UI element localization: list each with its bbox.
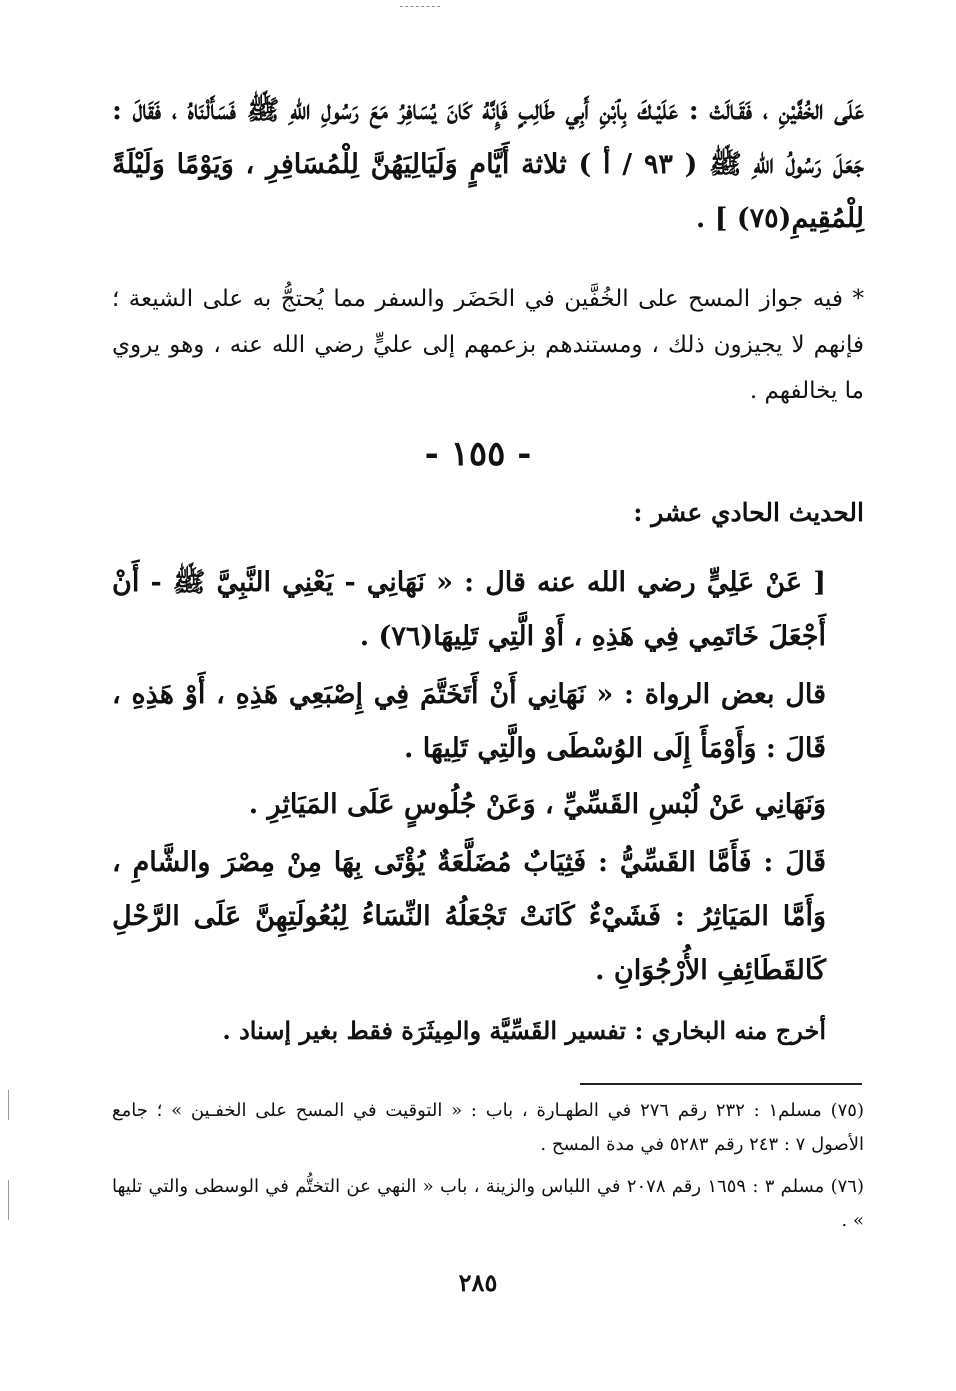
left-scan-mark (8, 1090, 9, 1120)
footnote-76: (٧٦) مسلم ٣ : ١٦٥٩ رقم ٢٠٧٨ في اللباس والزينة ، باب « النهي عن التختُّم في الوسطى والتي تليها » . (112, 1176, 864, 1231)
hadith-text-paragraph: [ عَنْ عَلِيٍّ رضي الله عنه قال : « نَهَانِي - يَعْنِي النَّبِيَّ ﷺ - أَنْ أَجْعَلَ خَاتَمِي فِي هَذِهِ ، أَوْ الَّتِي تَلِيهَا(٧٦) . (112, 567, 826, 652)
hadith-continuation-paragraph: عَلَى الخُفَّيْنِ ، فَقَـالَتْ : عَلَيْـكَ بِٱبْنِ أَبِي طَالِبٍ فَإِنَّهُ كَانَ يُسَافِرُ مَعَ رَسُولِ اللهِ ﷺ فَسَأَلْنَاهُ ، فَقَالَ : جَعَلَ رَسُولُ اللهِ ﷺ ( ٩٣ / أ ) ثلاثة أَيَّامٍ وَلَيَالِيَهُنَّ لِلْمُسَافِرِ ، وَيَوْمًا وَلَيْلَةً لِلْمُقِيمِ(٧٥) ] . (112, 95, 864, 234)
footnote-separator (580, 1083, 862, 1085)
narrator-paragraph-1: قال بعض الرواة : « نَهَانِي أَنْ أَتَخَتَّمَ فِي إِصْبَعِي هَذِهِ ، أَوْ هَذِهِ ، قَالَ : وَأَوْمَأَ إِلَى الوُسْطَى والَّتِي تَلِيهَا . (112, 679, 826, 764)
narrator-paragraph-3: قَالَ : فَأَمَّا القَسِّيُّ : فَثِيَابٌ مُضَلَّعَةٌ يُؤْتَى بِهَا مِنْ مِصْرَ والشَّامِ ، وَأَمَّا المَيَاثِرُ : فَشَيْءٌ كَانَتْ تَجْعَلُهُ النِّسَاءُ لِبُعُولَتِهِنَّ عَلَى الرَّحْلِ كَالقَطَائِفِ الأُرْجُوَانِ . (112, 847, 826, 986)
top-scan-mark (400, 6, 440, 7)
hadith-number-heading: - ١٥٥ - (424, 434, 532, 474)
section-subheading: الحديث الحادي عشر : (633, 498, 864, 527)
commentary-paragraph: * فيه جواز المسح على الخُفَّين في الحَضَر والسفر مما يُحتجُّ به على الشيعة ؛ فإنهم لا يجيزون ذلك ، ومستندهم بزعمهم إلى عليٍّ رضي الله عنه ، وهو يروي ما يخالفهم . (112, 286, 864, 404)
narrator-paragraph-2: وَنَهَانِي عَنْ لُبْسِ القَسِّيِّ ، وَعَنْ جُلُوسٍ عَلَى المَيَاثِرِ . (248, 789, 826, 820)
page-number: ٢٨٥ (458, 1268, 498, 1297)
left-scan-mark (8, 1180, 9, 1220)
bukhari-note-paragraph: أخرج منه البخاري : تفسير القَسِّيَّة والمِيثَرَة فقط بغير إسناد . (222, 1016, 826, 1045)
footnote-75: (٧٥) مسلم١ : ٢٣٢ رقم ٢٧٦ في الطهـارة ، باب : « التوقيت في المسح على الخفـين » ؛ جامع الأصول ٧ : ٢٤٣ رقم ٥٢٨٣ في مدة المسح . (112, 1100, 864, 1155)
